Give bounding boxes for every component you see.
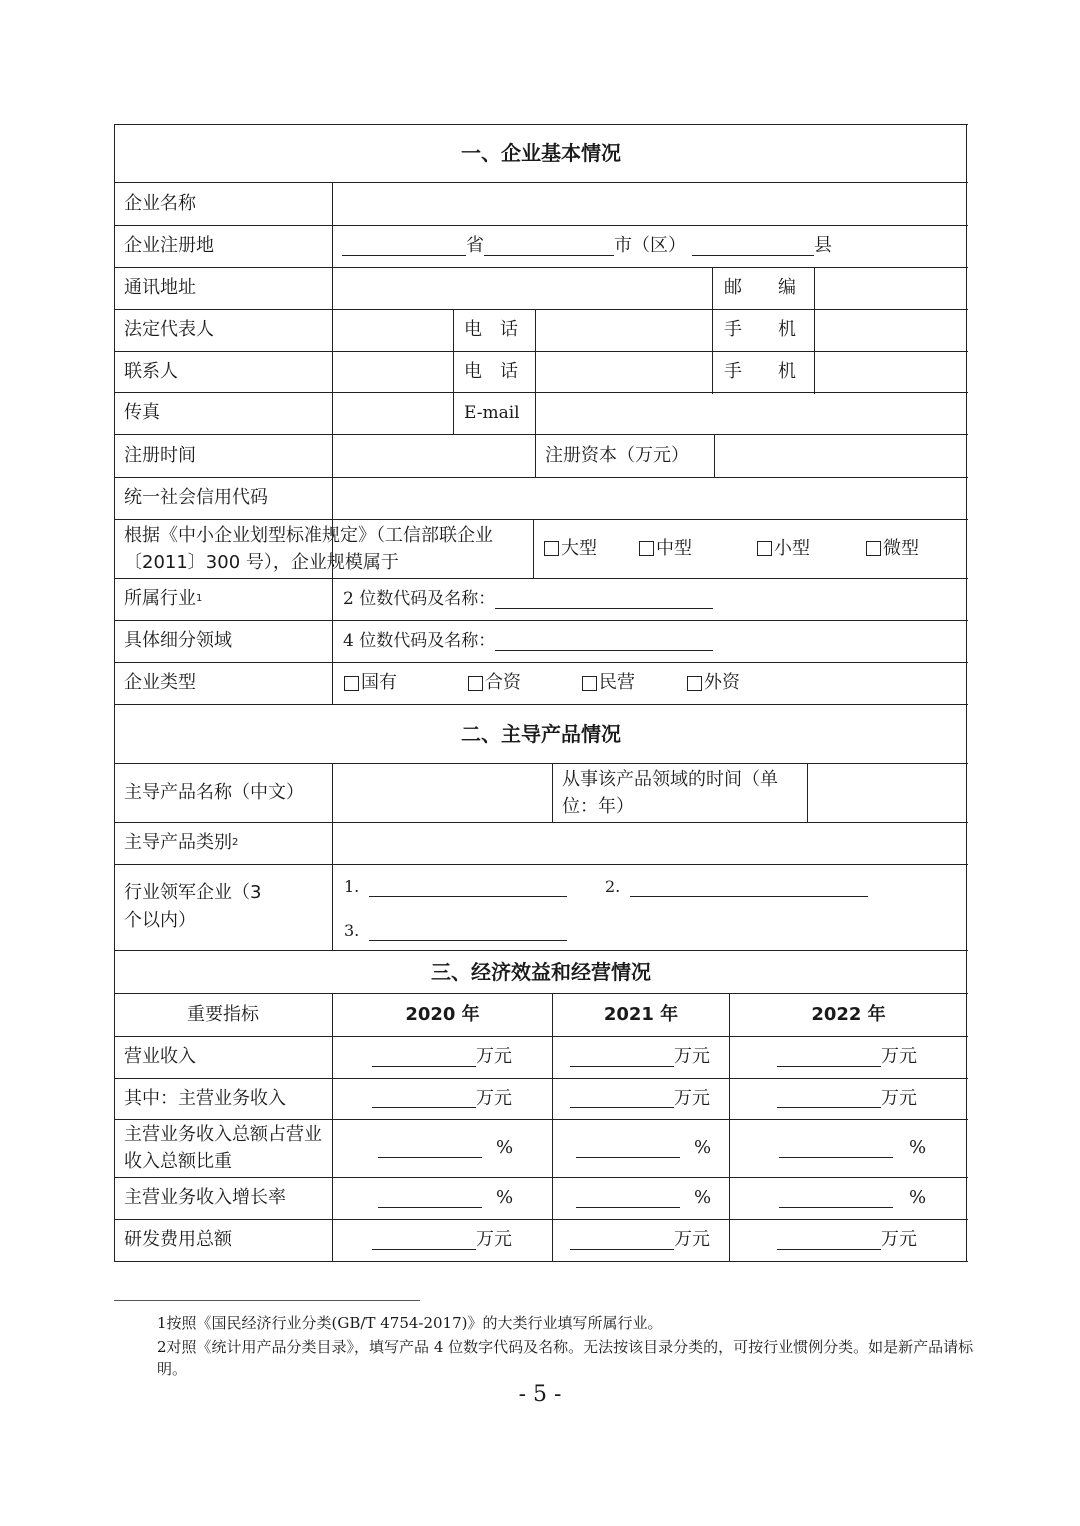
subfield-blank[interactable]: [495, 632, 713, 651]
contact-mobile-field[interactable]: [816, 353, 964, 391]
rule: [535, 434, 536, 478]
type-label: 企业类型: [124, 672, 196, 693]
rd-2022-blank[interactable]: [777, 1231, 881, 1250]
credit-code-label: 统一社会信用代码: [124, 487, 268, 508]
rule: [535, 309, 536, 435]
growth-2021-blank[interactable]: [576, 1189, 680, 1208]
rule: [332, 182, 333, 705]
revenue-2020-field[interactable]: 万元: [372, 1036, 552, 1078]
contact-phone-label: 电 话: [464, 360, 518, 382]
ratio-2020-field[interactable]: %: [378, 1119, 548, 1177]
ratio-2022-blank[interactable]: [779, 1139, 893, 1158]
rule: [552, 763, 553, 823]
product-years-field[interactable]: [809, 765, 964, 821]
main-revenue-2022-field[interactable]: 万元: [777, 1078, 957, 1119]
rd-expense-label: 研发费用总额: [124, 1229, 232, 1250]
company-name-label: 企业名称: [124, 192, 196, 214]
product-category-label: 主导产品类别 2: [124, 832, 239, 853]
growth-2022-field[interactable]: %: [779, 1177, 964, 1219]
main-revenue-2021-blank[interactable]: [570, 1089, 674, 1108]
leader-1-blank[interactable]: [369, 878, 567, 897]
legal-rep-mobile-field[interactable]: [816, 311, 964, 350]
main-revenue-ratio-label: 主营业务收入总额占营业收入总额比重: [124, 1124, 322, 1172]
industry-blank[interactable]: [495, 590, 713, 609]
rule: [814, 267, 815, 394]
checkbox-icon[interactable]: [866, 541, 881, 556]
revenue-2022-blank[interactable]: [777, 1048, 881, 1067]
address-field[interactable]: [334, 269, 710, 308]
type-option-foreign[interactable]: 外资: [687, 669, 740, 697]
product-years-label: 从事该产品领域的时间（单位：年）: [562, 768, 778, 817]
checkbox-icon[interactable]: [582, 676, 597, 691]
main-revenue-label: 其中：主营业务收入: [124, 1087, 286, 1109]
growth-2020-field[interactable]: %: [378, 1177, 548, 1219]
section2-title: 二、主导产品情况: [461, 721, 621, 746]
contact-label: 联系人: [124, 360, 178, 382]
rd-2022-field[interactable]: 万元: [777, 1219, 957, 1261]
rule: [966, 124, 967, 1262]
growth-rate-label: 主营业务收入增长率: [124, 1187, 286, 1208]
checkbox-icon[interactable]: [468, 676, 483, 691]
leader-2-field[interactable]: 2.: [605, 870, 885, 904]
year-2020-header: 2020 年: [405, 1003, 480, 1025]
product-name-field[interactable]: [334, 765, 550, 821]
ratio-2020-blank[interactable]: [378, 1139, 482, 1158]
footnote-1: 1按照《国民经济行业分类(GB/T 4754-2017)》的大类行业填写所属行业。: [157, 1314, 663, 1332]
ratio-2022-field[interactable]: %: [779, 1119, 964, 1177]
type-option-state[interactable]: 国有: [344, 669, 397, 697]
main-revenue-2020-field[interactable]: 万元: [372, 1078, 552, 1119]
indicator-header: 重要指标: [187, 1003, 259, 1025]
checkbox-icon[interactable]: [757, 541, 772, 556]
year-2022-header: 2022 年: [811, 1003, 886, 1025]
rule: [714, 434, 715, 478]
footnote-divider: [114, 1300, 420, 1301]
main-revenue-2022-blank[interactable]: [777, 1089, 881, 1108]
page-number: - 5 -: [518, 1382, 562, 1407]
main-revenue-2021-field[interactable]: 万元: [570, 1078, 730, 1119]
rule: [807, 763, 808, 823]
scale-options: [544, 519, 964, 578]
county-blank[interactable]: [692, 237, 814, 256]
checkbox-icon[interactable]: [344, 676, 359, 691]
company-name-field[interactable]: [334, 184, 964, 224]
email-label: E-mail: [464, 403, 520, 423]
year-2021-header: 2021 年: [603, 1003, 679, 1025]
reg-capital-label: 注册资本（万元）: [545, 444, 689, 466]
address-label: 通讯地址: [124, 277, 196, 298]
rd-2021-blank[interactable]: [570, 1231, 674, 1250]
leader-3-blank[interactable]: [369, 922, 567, 941]
rule: [114, 124, 115, 1262]
postcode-field[interactable]: [816, 269, 964, 308]
main-revenue-2020-blank[interactable]: [372, 1089, 476, 1108]
enterprise-info-form: [114, 124, 968, 1262]
product-category-field[interactable]: [334, 824, 964, 863]
rule: [114, 1261, 968, 1262]
scale-option-large[interactable]: 大型: [544, 535, 597, 563]
rule: [453, 309, 454, 435]
reg-capital-field[interactable]: [716, 436, 964, 476]
revenue-label: 营业收入: [124, 1046, 196, 1067]
scale-label: 根据《中小企业划型标准规定》（工信部联企业〔2011〕300 号），企业规模属于: [124, 524, 493, 573]
industry-label: 所属行业 1: [124, 588, 203, 609]
type-options: [344, 662, 964, 704]
section3-title: 三、经济效益和经营情况: [431, 959, 651, 984]
growth-2022-blank[interactable]: [779, 1189, 893, 1208]
ratio-2021-blank[interactable]: [576, 1139, 680, 1158]
credit-code-field[interactable]: [334, 479, 964, 518]
scale-option-medium[interactable]: 中型: [639, 535, 692, 563]
rd-2020-field[interactable]: 万元: [372, 1219, 552, 1261]
product-name-label: 主导产品名称（中文）: [124, 781, 304, 803]
subfield-field[interactable]: 4 位数代码及名称：: [343, 620, 963, 662]
checkbox-icon[interactable]: [544, 541, 559, 556]
city-blank[interactable]: [484, 237, 614, 256]
fax-field[interactable]: [334, 394, 451, 433]
scale-option-micro[interactable]: 微型: [866, 535, 919, 563]
type-option-joint[interactable]: 合资: [468, 669, 521, 697]
rule: [712, 267, 713, 394]
section1-title: 一、企业基本情况: [461, 141, 621, 165]
checkbox-icon[interactable]: [639, 541, 654, 556]
footnote-2: 2对照《统计用产品分类目录》，填写产品 4 位数字代码及名称。无法按该目录分类的，可按行业惯例分类。如是新产品请标明。: [157, 1338, 974, 1378]
leaders-label: 行业领军企业（3 个以内）: [124, 882, 262, 931]
scale-option-small[interactable]: 小型: [757, 535, 810, 563]
rule: [332, 763, 333, 951]
legal-rep-mobile-label: 手 机: [724, 319, 796, 340]
revenue-2021-field[interactable]: 万元: [570, 1036, 730, 1078]
reg-time-field[interactable]: [334, 436, 533, 476]
email-field[interactable]: [537, 394, 964, 433]
rd-2020-blank[interactable]: [372, 1231, 476, 1250]
city-suffix: 市（区）: [614, 235, 686, 256]
ratio-2021-field[interactable]: %: [576, 1119, 726, 1177]
type-option-private[interactable]: 民营: [582, 669, 635, 697]
legal-rep-phone-field[interactable]: [537, 311, 710, 350]
legal-rep-field[interactable]: [334, 311, 451, 350]
contact-phone-field[interactable]: [537, 353, 710, 391]
contact-field[interactable]: [334, 353, 451, 391]
province-blank[interactable]: [342, 237, 466, 256]
rd-2021-field[interactable]: 万元: [570, 1219, 730, 1261]
reg-place-label: 企业注册地: [124, 235, 214, 256]
revenue-2022-field[interactable]: 万元: [777, 1036, 957, 1078]
province-suffix: 省: [466, 235, 484, 256]
legal-rep-phone-label: 电 话: [464, 319, 518, 340]
industry-field[interactable]: 2 位数代码及名称：: [343, 578, 963, 620]
contact-mobile-label: 手 机: [724, 360, 796, 382]
fax-label: 传真: [124, 402, 160, 423]
reg-place-field[interactable]: [342, 225, 962, 267]
legal-rep-label: 法定代表人: [124, 319, 214, 340]
postcode-label: 邮 编: [724, 277, 796, 298]
leader-2-blank[interactable]: [630, 878, 868, 897]
growth-2021-field[interactable]: %: [576, 1177, 726, 1219]
reg-time-label: 注册时间: [124, 444, 196, 466]
growth-2020-blank[interactable]: [378, 1189, 482, 1208]
subfield-label: 具体细分领域: [124, 630, 232, 651]
county-suffix: 县: [814, 235, 832, 256]
rule: [533, 519, 534, 579]
leader-3-field[interactable]: 3.: [344, 914, 584, 948]
revenue-2020-blank[interactable]: [372, 1048, 476, 1067]
checkbox-icon[interactable]: [687, 676, 702, 691]
revenue-2021-blank[interactable]: [570, 1048, 674, 1067]
leader-1-field[interactable]: 1.: [344, 870, 584, 904]
